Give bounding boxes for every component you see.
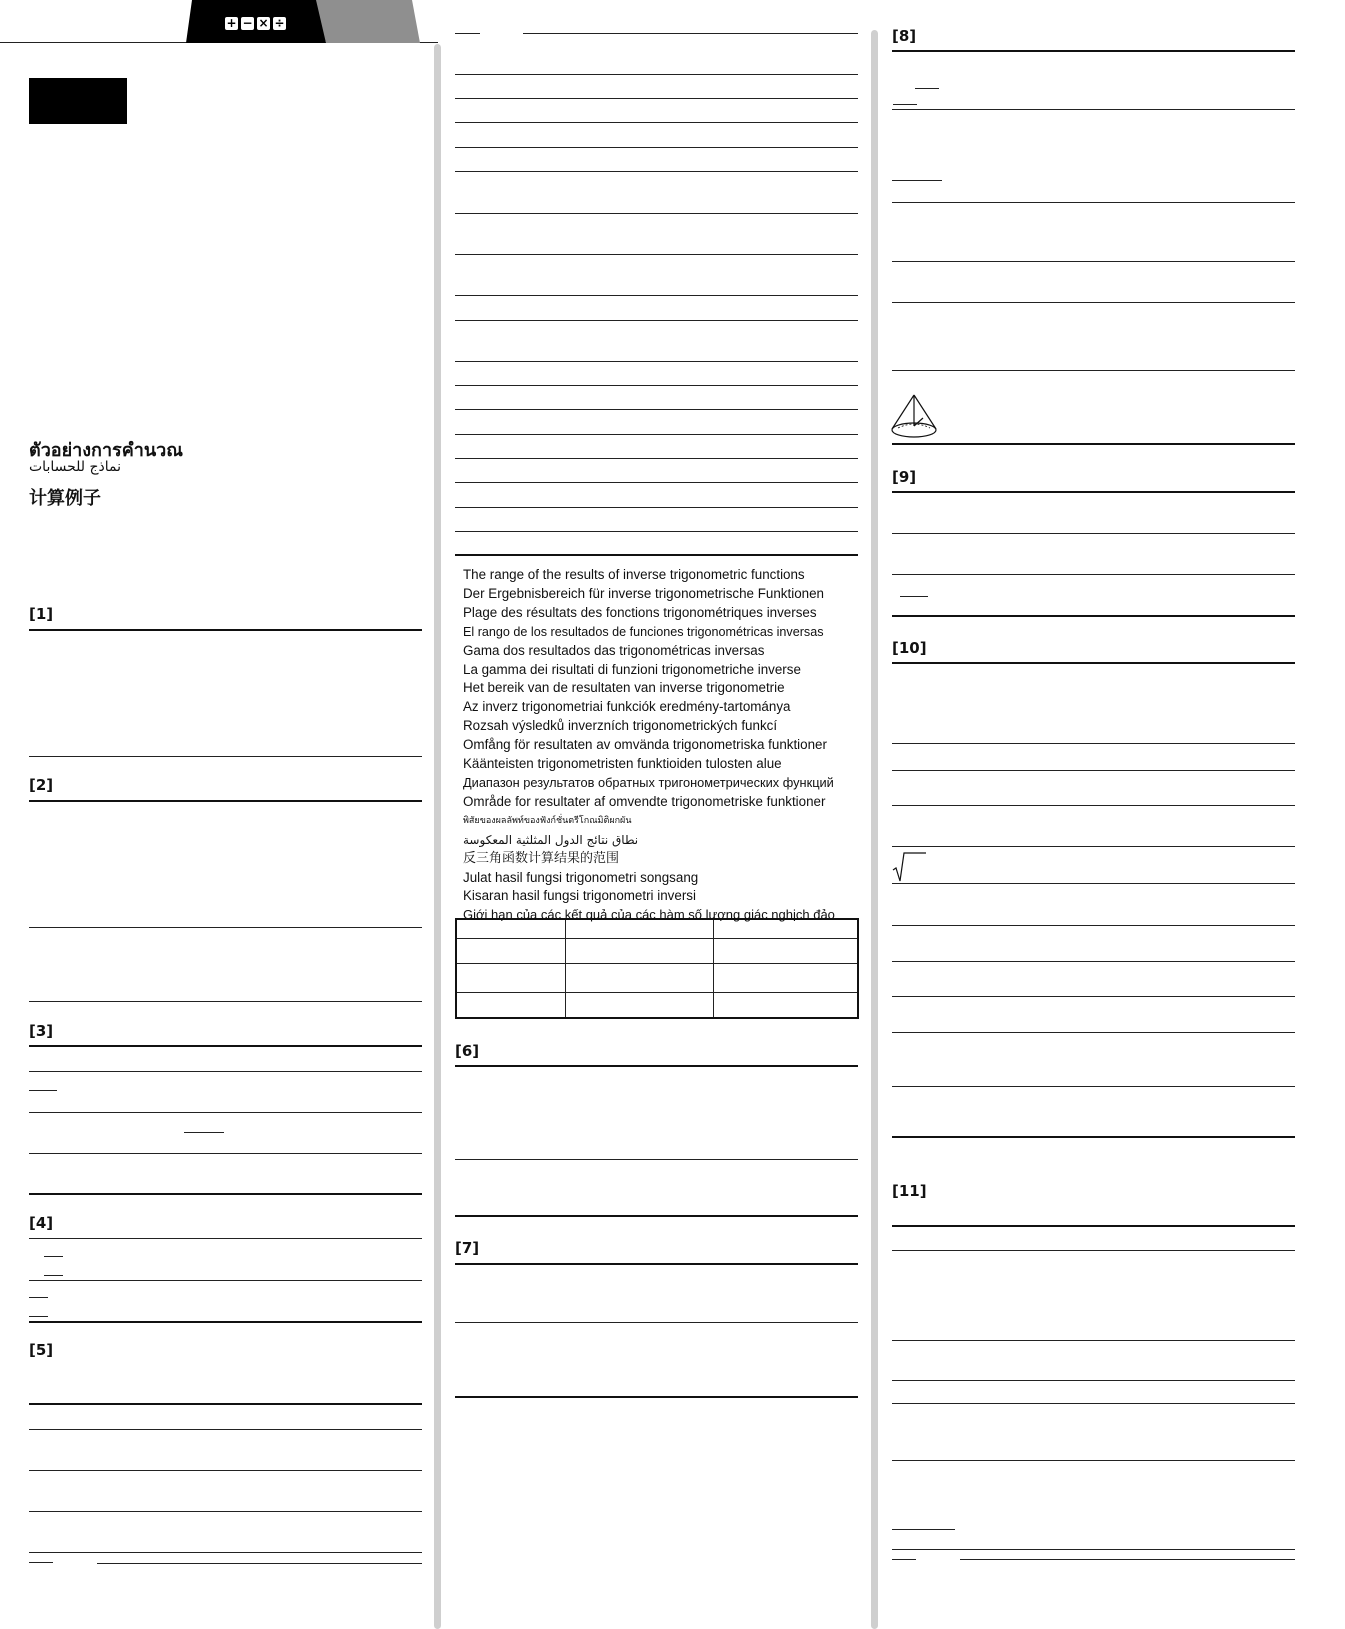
table-cell [566, 919, 714, 938]
range-title-line: Het bereik van de resultaten van inverse trigonometrie [463, 680, 785, 696]
section-label-3: [3] [29, 1022, 54, 1040]
range-title-line: Julat hasil fungsi trigonometri songsang [463, 869, 699, 885]
table-cell [456, 992, 566, 1018]
fraction-bar [893, 104, 917, 105]
fraction-bar [915, 88, 939, 89]
rule [892, 805, 1295, 806]
range-title-line: Område for resultater af omvendte trigonometriske funktioner [463, 793, 826, 809]
section-label-5: [5] [29, 1341, 54, 1359]
range-title-line: Käänteisten trigonometristen funktioiden tulosten alue [463, 756, 782, 772]
rule [455, 385, 858, 386]
rule [29, 629, 422, 631]
range-title-line: Gama dos resultados das trigonométricas inversas [463, 642, 765, 658]
rule [892, 1086, 1295, 1087]
rule [892, 1250, 1295, 1251]
section-label-8: [8] [892, 27, 917, 45]
rule [29, 1470, 422, 1471]
column-separator-left [434, 44, 441, 1629]
rule [892, 1549, 1295, 1550]
minus-icon: − [242, 16, 253, 30]
rule [29, 1153, 422, 1154]
table-cell [456, 963, 566, 992]
range-title-line: El rango de los resultados de funciones trigonométricas inversas [463, 624, 824, 639]
rule [29, 927, 422, 928]
rule [960, 1559, 1295, 1560]
fraction-bar [900, 596, 928, 597]
rule [892, 443, 1295, 445]
table-cell [456, 938, 566, 963]
rule [892, 109, 1295, 110]
rule [455, 74, 858, 75]
rule [523, 33, 858, 34]
rule [892, 202, 1295, 203]
section-label-6: [6] [455, 1042, 480, 1060]
table-cell [714, 919, 859, 938]
fraction-bar [29, 1316, 48, 1317]
table-cell [714, 938, 859, 963]
black-block [29, 78, 127, 124]
table-cell [566, 963, 714, 992]
times-icon: × [258, 16, 269, 30]
rule [455, 122, 858, 123]
rule [29, 1321, 422, 1323]
rule [29, 1193, 422, 1195]
section-label-1: [1] [29, 605, 54, 623]
range-title-line: Kisaran hasil fungsi trigonometri inversi [463, 888, 696, 904]
section-label-10: [10] [892, 639, 927, 657]
plus-icon: + [226, 16, 237, 30]
rule [29, 1071, 422, 1072]
section-label-9: [9] [892, 468, 917, 486]
rule [892, 743, 1295, 744]
range-title-line: The range of the results of inverse trigonometric functions [463, 567, 805, 582]
fraction-bar [184, 1132, 224, 1133]
rule [892, 1225, 1295, 1227]
square-root-icon [892, 851, 928, 883]
section-label-11: [11] [892, 1182, 927, 1200]
range-title-line: Omfång för resultaten av omvända trigonometriska funktioner [463, 737, 827, 753]
range-title-line: La gamma dei risultati di funzioni trigonometriche inverse [463, 661, 801, 677]
rule [29, 1112, 422, 1113]
section-label-2: [2] [29, 776, 54, 794]
rule [455, 98, 858, 99]
rule [455, 213, 858, 214]
rule [455, 320, 858, 321]
range-title-line: Az inverz trigonometriai funkciók eredmény-tartománya [463, 699, 791, 715]
fraction-bar [455, 33, 480, 34]
rule [892, 574, 1295, 575]
operator-icons [225, 17, 286, 30]
fraction-bar [29, 1090, 57, 1091]
rule [455, 1215, 858, 1217]
rule [29, 1280, 422, 1281]
rule [892, 491, 1295, 493]
rule [892, 770, 1295, 771]
range-title-line: 反三角函数计算结果的范围 [463, 850, 620, 866]
rule [892, 50, 1295, 52]
table-cell [714, 992, 859, 1018]
rule [892, 370, 1295, 371]
rule [29, 1238, 422, 1239]
rule [29, 800, 422, 802]
fraction-bar [892, 1559, 916, 1560]
rule [892, 846, 1295, 847]
range-title-line: Rozsah výsledků inverzních trigonometrických funkcí [463, 718, 778, 734]
fraction-bar [44, 1275, 63, 1276]
rule [455, 361, 858, 362]
rule [29, 1001, 422, 1002]
heading-chinese: 计算例子 [29, 488, 101, 509]
rule [892, 925, 1295, 926]
rule [29, 1429, 422, 1430]
rule [455, 171, 858, 172]
heading-arabic: نماذج للحسابات [29, 459, 122, 475]
fraction-bar [44, 1256, 63, 1257]
column-separator-right [871, 30, 878, 1629]
rule [455, 254, 858, 255]
rule [455, 1065, 858, 1067]
inverse-trig-range-title [463, 566, 858, 925]
rule [455, 295, 858, 296]
header-tab-grey [316, 0, 420, 43]
rule [29, 1045, 422, 1047]
fraction-bar [29, 1562, 53, 1563]
rule [29, 1403, 422, 1405]
rule [892, 662, 1295, 664]
rule [455, 1159, 858, 1160]
range-title-line: نطاق نتائج الدول المثلثية المعكوسة [463, 832, 639, 847]
rule [892, 1032, 1295, 1033]
fraction-bar [29, 1297, 48, 1298]
divide-icon: ÷ [274, 16, 285, 30]
fraction-bar [892, 180, 942, 181]
rule [29, 756, 422, 757]
fraction-bar [892, 1529, 955, 1530]
rule [455, 1263, 858, 1265]
table-cell [714, 963, 859, 992]
cone-icon [890, 392, 940, 442]
range-title-line: พิสัยของผลลัพท์ของฟังก์ชั่นตรีโกณมิติผกผัน [463, 815, 632, 826]
rule [97, 1563, 422, 1564]
rule [892, 261, 1295, 262]
rule [892, 961, 1295, 962]
rule [892, 883, 1295, 884]
table-cell [456, 919, 566, 938]
rule [892, 1380, 1295, 1381]
rule [892, 1403, 1295, 1404]
range-title-line: Der Ergebnisbereich für inverse trigonometrische Funktionen [463, 585, 824, 601]
rule [892, 1460, 1295, 1461]
heading-thai: ตัวอย่างการคำนวณ [29, 440, 183, 461]
rule [455, 434, 858, 435]
range-title-line: Диапазон результатов обратных тригонометрических функций [463, 774, 834, 790]
rule [455, 1322, 858, 1323]
range-title-line: Giới hạn của các kết quả của các hàm số lượng giác nghịch đảo [463, 907, 835, 923]
rule [29, 1511, 422, 1512]
rule [455, 1396, 858, 1398]
rule [892, 996, 1295, 997]
section-label-7: [7] [455, 1239, 480, 1257]
rule [455, 531, 858, 532]
rule [455, 147, 858, 148]
rule [455, 409, 858, 410]
range-title-line: Plage des résultats des fonctions trigonométriques inverses [463, 604, 817, 620]
rule [892, 1340, 1295, 1341]
rule [455, 482, 858, 483]
rule [455, 458, 858, 459]
rule [455, 507, 858, 508]
table-cell [566, 992, 714, 1018]
rule [892, 533, 1295, 534]
section-label-4: [4] [29, 1214, 54, 1232]
inverse-trig-range-table [455, 918, 859, 1019]
table-cell [566, 938, 714, 963]
rule [892, 1136, 1295, 1138]
rule [892, 615, 1295, 617]
rule [455, 554, 858, 556]
rule [892, 302, 1295, 303]
rule [29, 1552, 422, 1553]
